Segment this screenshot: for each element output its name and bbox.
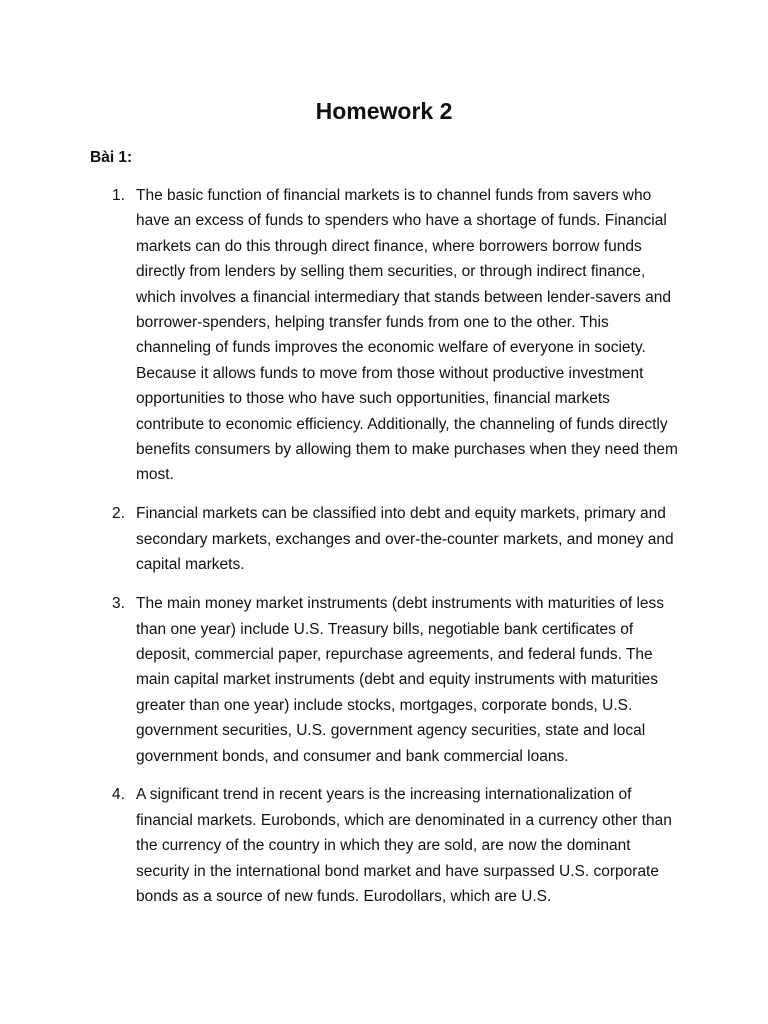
page-title: Homework 2 — [315, 98, 453, 124]
list-item-number: 3. — [112, 595, 125, 613]
list-item — [0, 183, 680, 488]
list-item-number: 4. — [112, 786, 125, 804]
list-item-number: 1. — [112, 187, 125, 204]
list-item — [0, 501, 680, 577]
list-item-number: 2. — [112, 505, 125, 523]
answer-list — [0, 183, 768, 923]
list-item — [0, 591, 680, 769]
section-heading: Bài 1: — [90, 149, 133, 166]
list-item-text: The basic function of financial markets is to channel funds from savers who have an excess of funds to spenders who have a shortage of funds. Financial markets can do this through direct finance, where borrowers borrow funds directly from lenders by selling them securities, or through indirect finance, which involves a financial intermediary that stands between lender-savers and borrower-spenders, helping transfer funds from one to the other. This channeling of funds improves the economic welfare of everyone in society. Because it allows funds to move from those without productive investment opportunities to those who have such opportunities, financial markets contribute to economic efficiency. Additionally, the channeling of funds directly benefits consumers by allowing them to make purchases when they need them most. — [136, 187, 678, 484]
list-item-text: Financial markets can be classified into debt and equity markets, primary and secondary markets, exchanges and over-the-counter markets, and money and capital markets. — [136, 505, 674, 574]
list-item-text: The main money market instruments (debt instruments with maturities of less than one year) include U.S. Treasury bills, negotiable bank certificates of deposit, commercial paper, repurchase agreements, and federal funds. The main capital market instruments (debt and equity instruments with maturities greater than one year) include stocks, mortgages, corporate bonds, U.S. government securities, U.S. government agency securities, state and local government bonds, and consumer and bank commercial loans. — [136, 595, 665, 765]
list-item-text: A significant trend in recent years is the increasing internationalization of financial markets. Eurobonds, which are denominated in a currency other than the currency of the country in which they are sold, are now the dominant security in the international bond market and have surpassed U.S. corporate bonds as a source of new funds. Eurodollars, which are U.S. — [136, 786, 672, 906]
list-item — [0, 782, 680, 909]
